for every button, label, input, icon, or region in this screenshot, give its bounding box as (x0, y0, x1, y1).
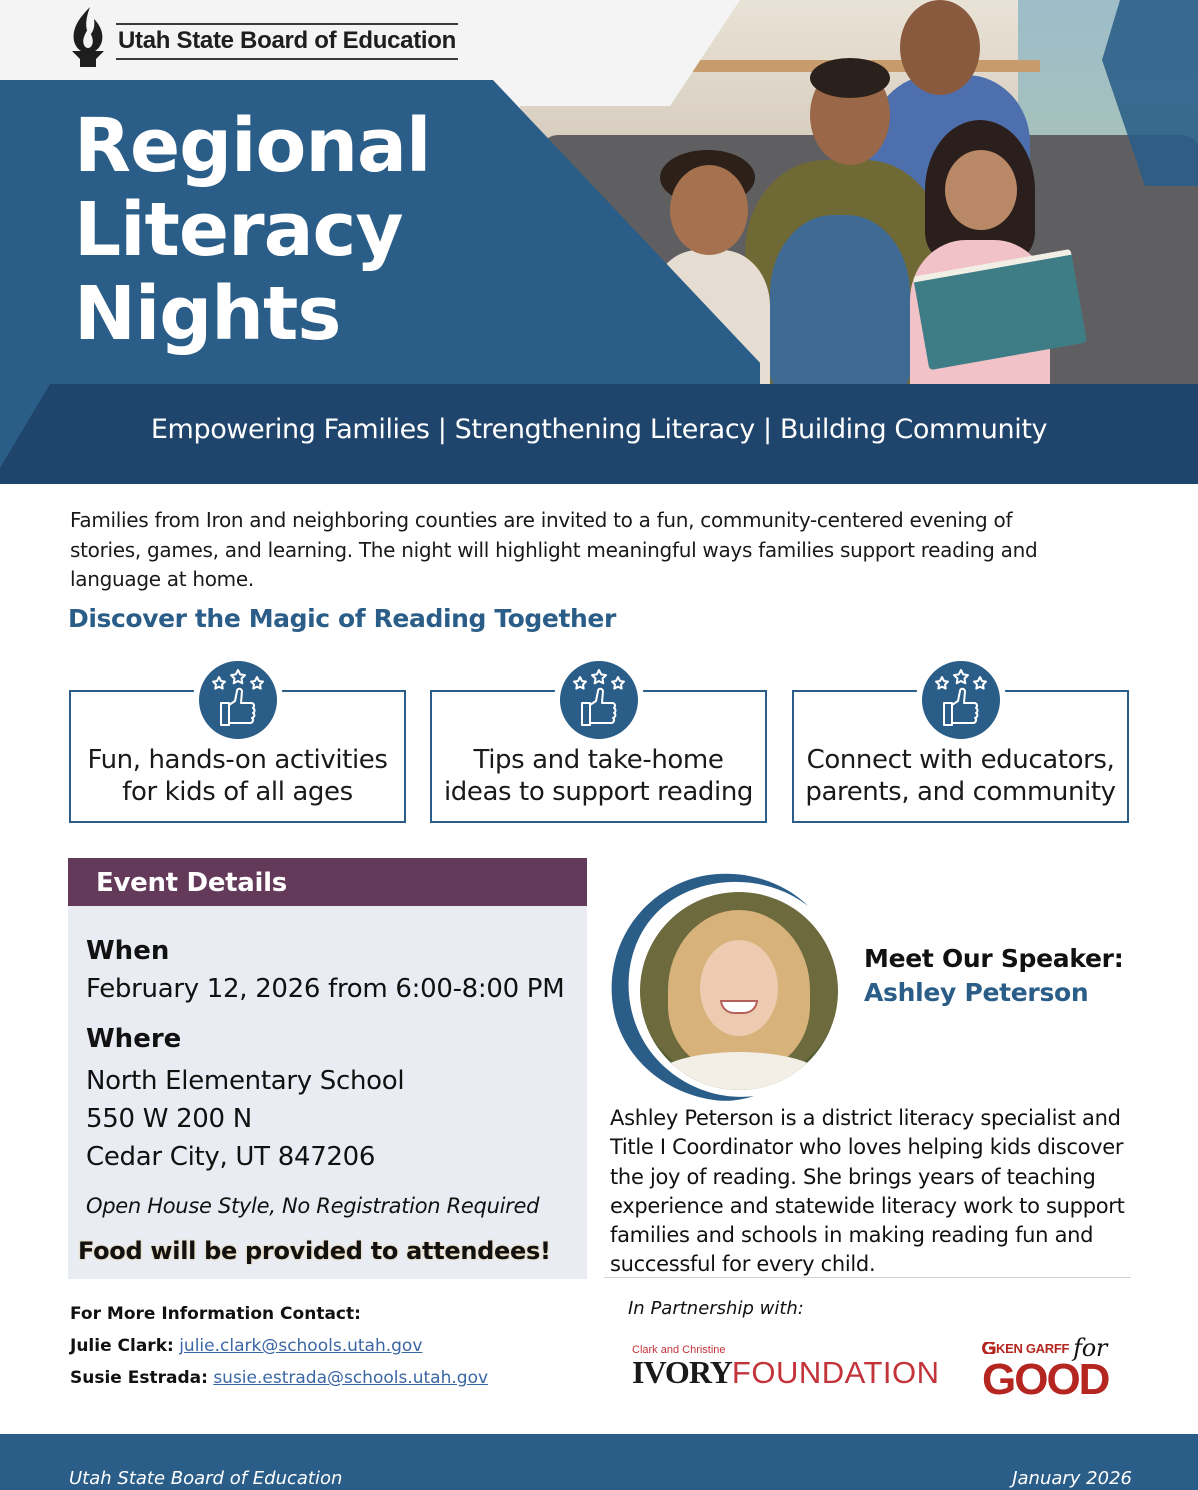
tagline: Empowering Families | Strengthening Literacy | Building Community (150, 414, 1048, 445)
speaker-label: Meet Our Speaker: (864, 944, 1124, 973)
footer (0, 1434, 1198, 1490)
where-venue: North Elementary School (86, 1066, 405, 1096)
where-street: 550 W 200 N (86, 1104, 252, 1134)
feature-text: Connect with educators, parents, and community (805, 745, 1116, 807)
feature-text: Tips and take-home ideas to support reading (443, 745, 754, 807)
where-city: Cedar City, UT 847206 (86, 1142, 376, 1172)
registration-note: Open House Style, No Registration Required (86, 1194, 540, 1218)
section-heading: Discover the Magic of Reading Together (68, 604, 616, 633)
org-name: Utah State Board of Education (118, 26, 456, 54)
where-label: Where (86, 1024, 182, 1054)
page-title: Regional Literacy Nights (74, 103, 431, 357)
footer-date: January 2026 (1012, 1468, 1132, 1489)
torch-flame-icon (70, 5, 106, 69)
feature-card-tips (430, 690, 767, 823)
speaker-photo (640, 892, 838, 1090)
contact-name: Susie Estrada: (70, 1368, 208, 1388)
contact-row (70, 1330, 488, 1362)
feature-card-activities (69, 690, 406, 823)
contact-row (70, 1362, 488, 1394)
ken-garff-for-good-logo: KEN GARFF for GOOD (982, 1334, 1109, 1404)
feature-card-connect (792, 690, 1129, 823)
contact-block (70, 1298, 488, 1394)
thumbs-up-stars-icon (916, 655, 1006, 745)
speaker-name: Ashley Peterson (864, 978, 1089, 1007)
food-note: Food will be provided to attendees! (78, 1237, 551, 1265)
when-value: February 12, 2026 from 6:00-8:00 PM (86, 974, 565, 1004)
event-details-header: Event Details (68, 858, 587, 906)
ivory-foundation-logo: Clark and Christine IVORYFOUNDATION (632, 1344, 940, 1390)
contact-email-link[interactable]: susie.estrada@schools.utah.gov (213, 1368, 489, 1388)
partners-label: In Partnership with: (628, 1298, 804, 1319)
hero-banner (0, 0, 1198, 484)
contact-title: For More Information Contact: (70, 1304, 361, 1324)
feature-text: Fun, hands-on activities for kids of all ages (87, 745, 388, 807)
intro-paragraph: Families from Iron and neighboring counties are invited to a fun, community-centered evening of stories, games, and learning. The night will highlight meaningful ways families support reading and language at home. (70, 508, 1038, 591)
speaker-bio: Ashley Peterson is a district literacy specialist and Title I Coordinator who loves helping kids discover the joy of reading. She brings years of teaching experience and statewide literacy work to support families and schools in making reading fun and successful for every child. (610, 1106, 1125, 1277)
when-label: When (86, 936, 170, 966)
divider (604, 1277, 1131, 1278)
thumbs-up-stars-icon (193, 655, 283, 745)
contact-name: Julie Clark: (70, 1336, 174, 1356)
footer-org: Utah State Board of Education (69, 1468, 343, 1489)
event-details-panel (68, 858, 587, 1279)
contact-email-link[interactable]: julie.clark@schools.utah.gov (179, 1336, 423, 1356)
thumbs-up-stars-icon (554, 655, 644, 745)
ken-garff-mark-icon (982, 1342, 996, 1354)
usbe-logo (70, 4, 458, 70)
